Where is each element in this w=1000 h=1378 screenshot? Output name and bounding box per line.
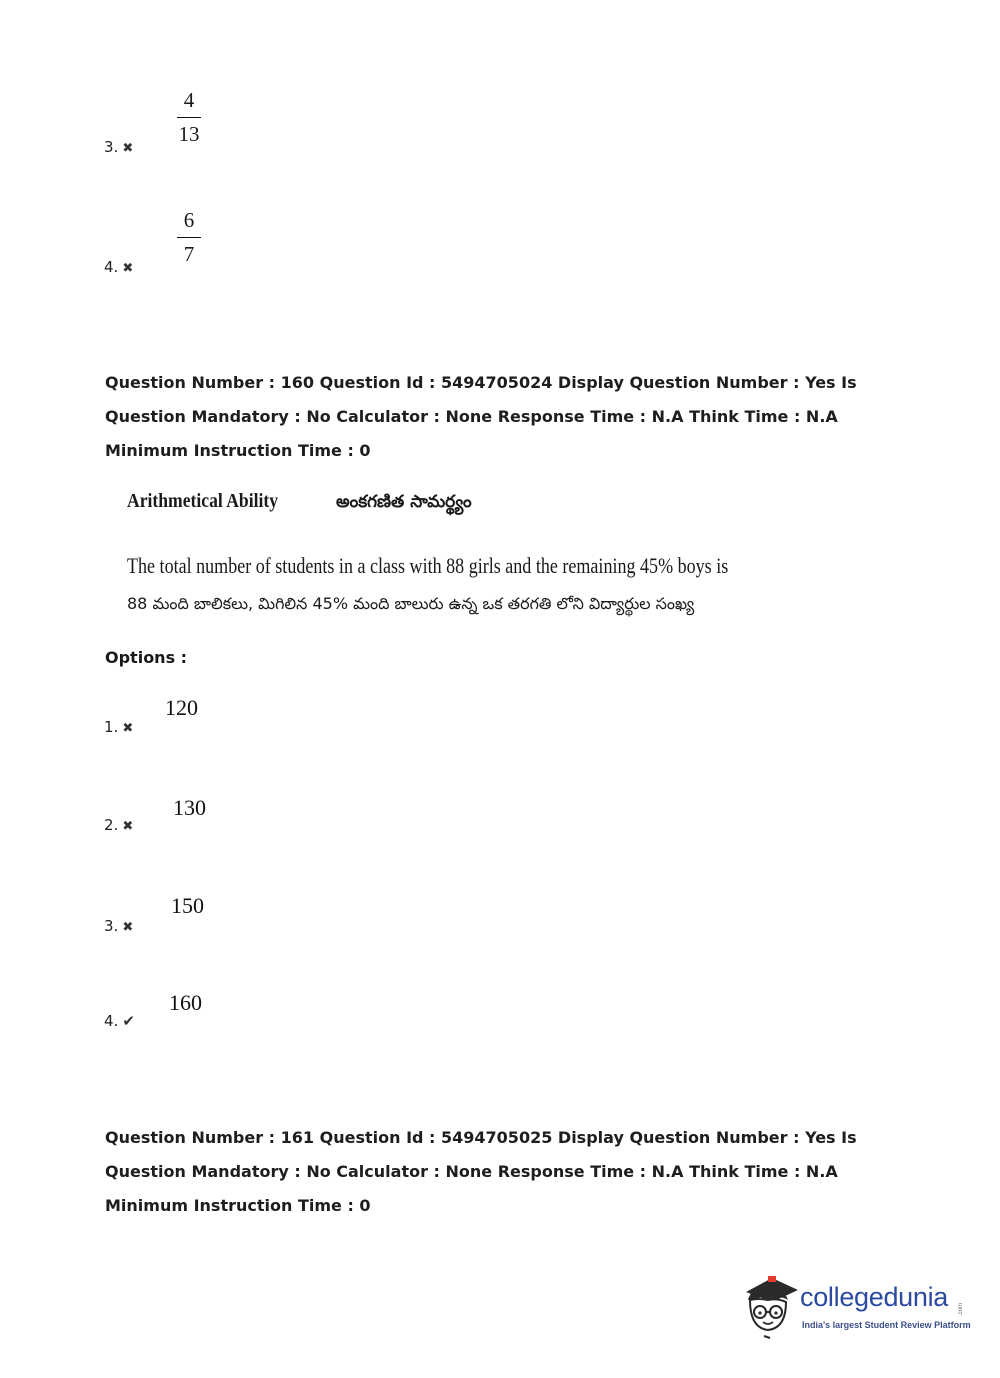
option-1 bbox=[104, 718, 133, 736]
option-number: 2. bbox=[104, 816, 119, 834]
cross-icon: ✖ bbox=[122, 141, 134, 156]
question-160-meta: Question Number : 160 Question Id : 5494705024 Display Question Number : Yes Is Question Mandatory : No Calculator : None Response Time : N.A Think Time : N.A Minimum Instruction Time : 0 bbox=[105, 373, 857, 460]
option-4-value: 160 bbox=[169, 990, 202, 1015]
option-number: 3. bbox=[104, 917, 119, 935]
collegedunia-logo bbox=[738, 1270, 971, 1345]
options-label: Options : bbox=[105, 648, 188, 667]
subject-telugu: అంకగణిత సామర్థ్యం bbox=[336, 492, 472, 512]
option-3-value: 150 bbox=[171, 893, 204, 918]
fraction-4-13 bbox=[174, 90, 204, 145]
option-2-value: 130 bbox=[173, 795, 206, 820]
logo-com: .com bbox=[958, 1302, 964, 1316]
fraction-denominator: 13 bbox=[178, 122, 200, 146]
option-3 bbox=[104, 917, 133, 935]
option-number: 4. bbox=[104, 1012, 119, 1030]
option-1-value: 120 bbox=[165, 695, 198, 720]
prev-option-4 bbox=[104, 258, 133, 276]
prev-option-3 bbox=[104, 138, 133, 156]
option-2 bbox=[104, 816, 133, 834]
question-161-meta: Question Number : 161 Question Id : 5494705025 Display Question Number : Yes Is Question Mandatory : No Calculator : None Response Time : N.A Think Time : N.A Minimum Instruction Time : 0 bbox=[105, 1128, 857, 1215]
question-text-english: The total number of students in a class with 88 girls and the remaining 45% boys is bbox=[127, 553, 729, 578]
cross-icon: ✖ bbox=[122, 721, 134, 736]
cross-icon: ✖ bbox=[122, 920, 134, 935]
subject-english: Arithmetical Ability bbox=[127, 490, 279, 512]
fraction-denominator: 7 bbox=[183, 242, 195, 266]
cross-icon: ✖ bbox=[122, 261, 134, 276]
fraction-6-7 bbox=[174, 210, 204, 265]
student-mascot-icon bbox=[738, 1270, 800, 1342]
cross-icon: ✖ bbox=[122, 819, 134, 834]
option-number: 4. bbox=[104, 258, 119, 276]
option-4 bbox=[104, 1012, 135, 1030]
question-text-telugu: 88 మంది బాలికలు, మిగిలిన 45% మంది బాలురు ఉన్న ఒక తరగతి లోని విద్యార్థుల సంఖ్య bbox=[127, 594, 695, 613]
option-number: 3. bbox=[104, 138, 119, 156]
option-number: 1. bbox=[104, 718, 119, 736]
logo-tagline: India's largest Student Review Platform bbox=[802, 1320, 971, 1330]
check-icon: ✔ bbox=[122, 1012, 135, 1030]
logo-wordmark: collegedunia bbox=[800, 1282, 949, 1312]
fraction-numerator: 4 bbox=[183, 88, 195, 112]
fraction-numerator: 6 bbox=[183, 208, 195, 232]
